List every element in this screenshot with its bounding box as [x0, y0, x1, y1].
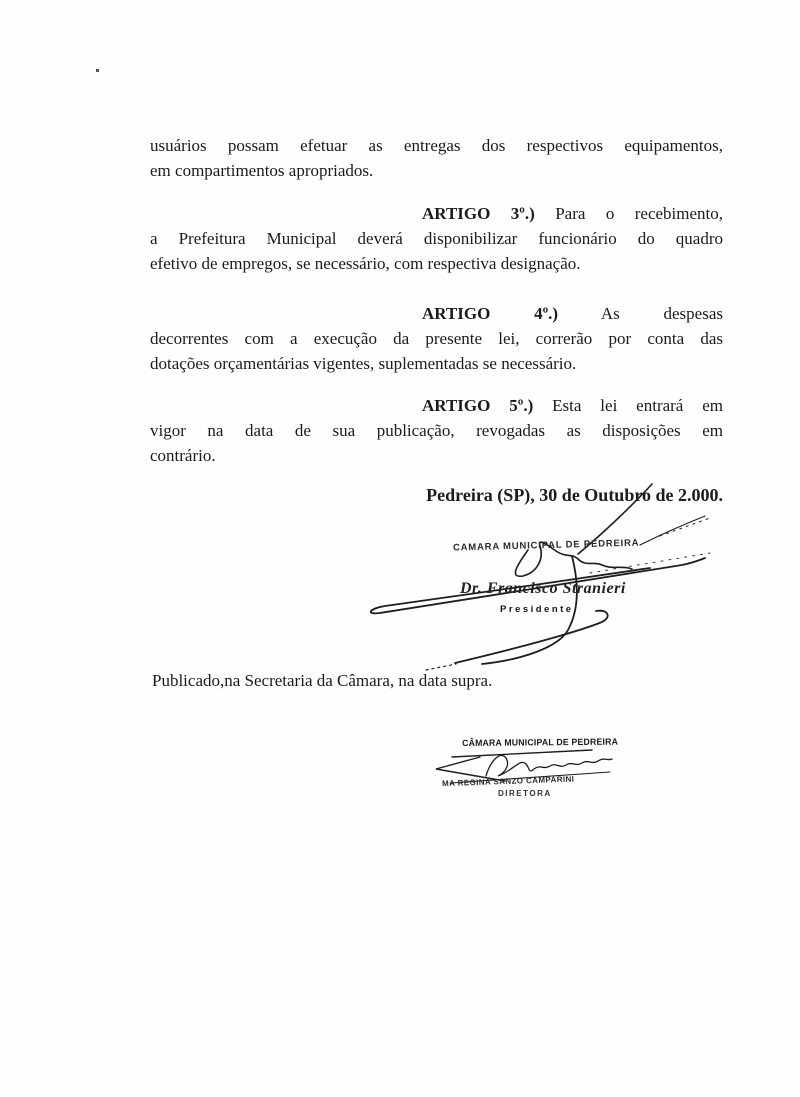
secretary-stamp-title: CÂMARA MUNICIPAL DE PEDREIRA [462, 736, 619, 748]
paragraph-line [150, 393, 723, 418]
paragraph-line: a Prefeitura Municipal deverá disponibilizar funcionário do quadro [150, 229, 723, 248]
article-4-paragraph [150, 301, 723, 376]
president-stamp-title: CAMARA MUNICIPAL DE PEDREIRA [452, 537, 640, 554]
paragraph-line: em compartimentos apropriados. [150, 161, 374, 180]
secretary-name: MA REGINA SANZO CAMPARINI [441, 774, 575, 789]
paragraph-line: vigor na data de sua publicação, revogadas as disposições em [150, 421, 723, 440]
paragraph-line: usuários possam efetuar as entregas dos respectivos equipamentos, [150, 136, 723, 155]
article-label: ARTIGO 5º.) [422, 396, 534, 415]
article-3-paragraph [150, 201, 723, 276]
article-5-paragraph [150, 393, 723, 468]
scan-speck [96, 69, 99, 72]
article-first-line: Para o recebimento, [555, 204, 724, 223]
paragraph-line: dotações orçamentárias vigentes, suplementadas se necessário. [150, 354, 577, 373]
paragraph-line: efetivo de empregos, se necessário, com respectiva designação. [150, 254, 581, 273]
paragraph-line [150, 201, 723, 226]
president-signature-flourish-icon [360, 478, 712, 678]
president-name: Dr. Francisco Stranieri [460, 580, 626, 597]
article-label: ARTIGO 3º.) [422, 204, 535, 223]
publication-note: Publicado,na Secretaria da Câmara, na data supra. [152, 671, 493, 690]
article-label: ARTIGO 4º.) [422, 304, 559, 323]
dateline: Pedreira (SP), 30 de Outubro de 2.000. [426, 485, 723, 505]
body-paragraph-continuation [150, 133, 723, 183]
president-signature-block [360, 478, 712, 678]
article-first-line: As despesas [600, 304, 723, 323]
paragraph-line: contrário. [150, 446, 216, 465]
paragraph-line [150, 301, 723, 326]
paragraph-line: decorrentes com a execução da presente lei, correrão por conta das [150, 329, 723, 348]
article-first-line: Esta lei entrará em [552, 396, 724, 415]
secretary-signature-block [420, 736, 632, 808]
president-role: Presidente [500, 604, 574, 615]
secretary-role: DIRETORA [498, 789, 552, 798]
